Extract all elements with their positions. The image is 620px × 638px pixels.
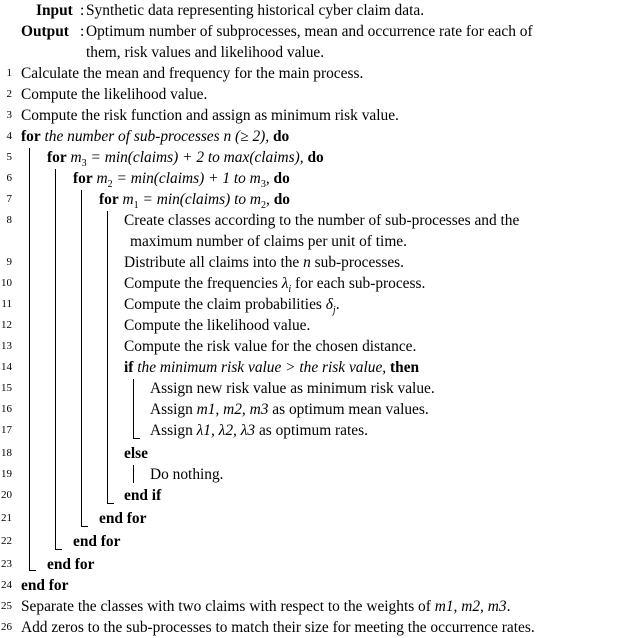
block-bar-for-m3 <box>55 169 56 549</box>
algo-line-7 <box>0 189 620 210</box>
text: as optimum rates. <box>255 422 368 439</box>
algo-line-3 <box>0 105 620 126</box>
line-number: 8 <box>6 214 12 226</box>
keyword-end-if: end if <box>124 487 162 504</box>
line-text <box>124 273 425 294</box>
algo-line-10 <box>0 273 620 294</box>
loop-condition: = min(claims) + 1 to m <box>112 170 261 187</box>
subscript: 3 <box>260 179 266 191</box>
line-number: 3 <box>6 109 12 121</box>
line-text <box>150 399 429 420</box>
keyword-for: for <box>73 170 93 187</box>
block-bar-for-m2 <box>81 190 82 526</box>
algo-line-8-cont <box>0 231 620 252</box>
line-text <box>73 168 290 189</box>
algo-line-12 <box>0 315 620 336</box>
algo-line-24 <box>0 575 620 596</box>
block-bar-else <box>133 465 134 483</box>
line-number: 1 <box>6 67 12 79</box>
keyword-do: do <box>273 191 291 208</box>
algo-line-21 <box>0 508 620 529</box>
keyword-end-for: end for <box>47 556 95 573</box>
algo-line-1 <box>0 63 620 84</box>
subscript: 3 <box>81 158 87 170</box>
algo-line-17 <box>0 420 620 441</box>
text: Assign <box>150 422 197 439</box>
output-colon: : <box>80 23 85 40</box>
line-text <box>21 596 510 617</box>
line-text: Compute the risk value for the chosen distance. <box>124 338 417 355</box>
algo-line-20 <box>0 485 620 506</box>
algo-line-6 <box>0 168 620 189</box>
text: Distribute all claims into the <box>124 254 304 271</box>
text: Compute the frequencies <box>124 275 282 292</box>
variable: δ <box>325 296 333 313</box>
output-text-line-1: Optimum number of subprocesses, mean and occurrence rate for each of <box>86 23 533 40</box>
algo-line-22 <box>0 531 620 552</box>
line-number: 23 <box>1 558 12 570</box>
keyword-do: do <box>272 128 290 145</box>
block-bar-end <box>133 438 140 439</box>
line-number: 11 <box>1 298 12 310</box>
loop-condition: the number of sub-processes n (≥ 2), <box>44 128 270 145</box>
line-number: 6 <box>6 172 12 184</box>
algo-line-26 <box>0 617 620 638</box>
comma: , <box>265 170 270 187</box>
line-text: Do nothing. <box>150 466 224 483</box>
block-bar-for-m1 <box>107 211 108 503</box>
line-text: Compute the likelihood value. <box>124 317 311 334</box>
line-text: Create classes according to the number of sub-processes and the <box>124 212 520 229</box>
subscript: j <box>332 305 336 317</box>
line-text <box>124 357 419 378</box>
algo-line-18 <box>0 443 620 464</box>
keyword-else: else <box>124 445 148 462</box>
text: Assign <box>150 401 197 418</box>
line-number: 16 <box>1 403 12 415</box>
line-number: 12 <box>1 319 12 331</box>
subscript: 1 <box>133 200 139 212</box>
keyword-end-for: end for <box>21 577 69 594</box>
line-number: 21 <box>1 512 12 524</box>
keyword-end-for: end for <box>73 533 121 550</box>
keyword-then: then <box>390 359 420 376</box>
line-text: Add zeros to the sub-processes to match their size for meeting the occurrence rates. <box>21 619 535 636</box>
text: . <box>335 296 340 313</box>
algo-line-14 <box>0 357 620 378</box>
line-number: 4 <box>6 130 12 142</box>
block-bar-for-n <box>29 148 30 570</box>
line-number: 18 <box>1 447 12 459</box>
text: sub-processes. <box>310 254 404 271</box>
variable: m <box>96 170 108 187</box>
line-text <box>21 126 289 147</box>
input-text: Synthetic data representing historical cyber claim data. <box>86 2 425 19</box>
line-number: 24 <box>1 579 12 591</box>
input-colon: : <box>80 2 85 19</box>
keyword-for: for <box>21 128 41 145</box>
variable: m <box>70 149 82 166</box>
line-text <box>124 252 404 273</box>
algo-line-9 <box>0 252 620 273</box>
line-text <box>124 294 340 315</box>
text: Compute the claim probabilities <box>124 296 326 313</box>
block-bar-end <box>55 549 62 550</box>
algo-line-2 <box>0 84 620 105</box>
comma: , <box>266 191 270 208</box>
line-number: 7 <box>6 193 12 205</box>
variable: λ <box>281 275 289 292</box>
algo-line-8 <box>0 210 620 231</box>
algo-line-15 <box>0 378 620 399</box>
keyword-do: do <box>307 149 324 166</box>
algo-line-5 <box>0 147 620 168</box>
block-bar-end <box>81 526 88 527</box>
line-number: 17 <box>1 424 12 436</box>
line-text: Assign new risk value as minimum risk value. <box>150 380 435 397</box>
line-number: 26 <box>1 621 12 633</box>
text: Separate the classes with two claims with respect to the weights of <box>21 598 435 615</box>
variable: n <box>303 254 311 271</box>
subscript: 2 <box>107 179 113 191</box>
text: for each sub-process. <box>291 275 426 292</box>
line-number: 20 <box>1 489 12 501</box>
loop-condition: = min(claims) + 2 to max(claims), <box>86 149 304 166</box>
subscript: i <box>288 284 292 296</box>
algo-line-11 <box>0 294 620 315</box>
variables: λ1, λ2, λ3 <box>196 422 256 439</box>
subscript: 2 <box>261 200 267 212</box>
line-number: 25 <box>1 600 12 612</box>
line-text: Compute the likelihood value. <box>21 86 208 103</box>
line-number: 14 <box>1 361 12 373</box>
keyword-for: for <box>47 149 67 166</box>
block-bar-end <box>107 503 114 504</box>
block-bar-if <box>133 379 134 438</box>
line-number: 9 <box>6 256 12 268</box>
algo-line-23 <box>0 554 620 575</box>
block-bar-end <box>29 570 36 571</box>
keyword-end-for: end for <box>99 510 147 527</box>
line-number: 22 <box>1 535 12 547</box>
line-text: Calculate the mean and frequency for the main process. <box>21 65 364 82</box>
loop-condition: = min(claims) to m <box>138 191 262 208</box>
line-number: 19 <box>1 468 12 480</box>
algo-line-19 <box>0 464 620 485</box>
variables: m1, m2, m3 <box>196 401 269 418</box>
output-text-line-2: them, risk values and likelihood value. <box>86 44 325 61</box>
input-label: Input <box>36 2 73 19</box>
algo-line-13 <box>0 336 620 357</box>
line-number: 10 <box>1 277 12 289</box>
algo-line-4 <box>0 126 620 147</box>
if-condition: the minimum risk value > the risk value, <box>137 359 387 376</box>
output-label: Output <box>21 23 69 40</box>
line-text: Compute the risk function and assign as minimum risk value. <box>21 107 399 124</box>
line-number: 13 <box>1 340 12 352</box>
line-text <box>47 147 324 168</box>
line-text <box>150 420 368 441</box>
variables: m1, m2, m3 <box>434 598 507 615</box>
line-text <box>99 189 290 210</box>
line-text: maximum number of claims per unit of time. <box>130 233 407 250</box>
keyword-if: if <box>124 359 134 376</box>
algo-line-25 <box>0 596 620 617</box>
variable: m <box>122 191 134 208</box>
line-number: 15 <box>1 382 12 394</box>
text: . <box>506 598 511 615</box>
text: as optimum mean values. <box>268 401 429 418</box>
algo-line-16 <box>0 399 620 420</box>
keyword-do: do <box>273 170 290 187</box>
keyword-for: for <box>99 191 119 208</box>
line-number: 5 <box>6 151 12 163</box>
line-number: 2 <box>6 88 12 100</box>
